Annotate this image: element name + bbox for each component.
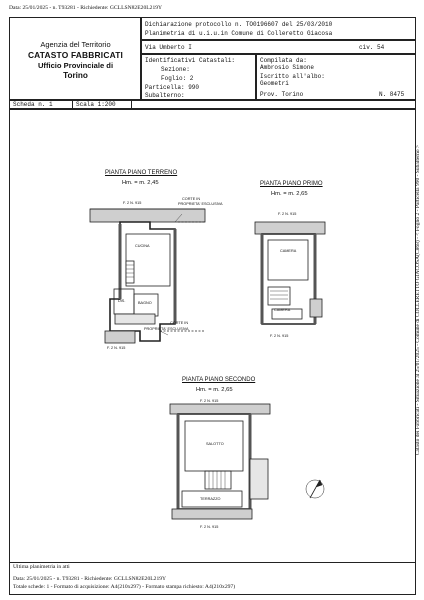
room-label-bagno: BAGNO — [138, 301, 152, 305]
scale: Scala 1:200 — [76, 101, 116, 108]
room-label-salotto: SALOTTO — [206, 442, 224, 446]
side-catasto-note: Catasto dei Fabbricati - Situazione al 25/01/2025 - Comune di COLLERETTO GIACOSA(C868) - < Foglio 2 - Particella 990 - Subalterno > — [415, 144, 421, 456]
second-floor-height: Hm. = m. 2,65 — [196, 387, 233, 393]
agency-box — [9, 17, 142, 101]
parcel-label: F. 2 N. 915 — [107, 346, 126, 350]
footer — [9, 561, 416, 595]
identifiers-title: Identificativi Catastali: — [145, 57, 236, 64]
parcel-label: F. 2 N. 915 — [200, 525, 219, 529]
parcel-label: F. 2 N. 915 — [278, 212, 297, 216]
last-planimetry-note: Ultima planimetria in atti — [13, 564, 70, 570]
scheda-number: Scheda n. 1 — [13, 101, 53, 108]
profession: Geometri — [260, 80, 289, 87]
particella-field: Particella: 990 — [145, 84, 200, 91]
second-floor-plan — [170, 404, 270, 519]
court-label-bottom: CORTE IN — [170, 321, 189, 325]
court-label-top: CORTE IN — [182, 197, 201, 201]
second-floor-title: PIANTA PIANO SECONDO — [182, 377, 256, 383]
office-label: Ufficio Provinciale di — [37, 61, 114, 70]
street-address: Via Umberto I — [145, 44, 192, 51]
compiler-box — [255, 53, 416, 101]
declaration-text: Dichiarazione protocollo n. TO0196607 del 25/03/2010 — [145, 21, 333, 28]
room-label-camera-2: CAMERA — [274, 308, 291, 312]
ground-floor-height: Hm. = m. 2,45 — [122, 180, 159, 186]
room-label-camera: CAMERA — [280, 249, 297, 253]
footer-request-line: Data: 25/01/2025 - n. T93281 - Richiedente: GCLLSN82E20L219Y — [13, 576, 167, 582]
agency-name: Agenzia del Territorio — [40, 40, 111, 49]
planimetry-text: Planimetria di u.i.u.in Comune di Colleretto Giacosa — [145, 30, 333, 37]
court-ownership-top: PROPRIETA' ESCLUSIVA — [178, 202, 223, 206]
register-number: N. 8475 — [379, 91, 405, 98]
compiler-title: Compilata da: — [260, 57, 307, 64]
subalterno-field: Subalterno: — [145, 92, 185, 99]
floor-plan-drawing — [10, 109, 415, 562]
room-label-dis: DIS. — [118, 299, 126, 303]
request-header-line: Data: 25/01/2025 - n. T93281 - Richiedente: GCLLSN82E20L219Y — [9, 5, 163, 11]
first-floor-title: PIANTA PIANO PRIMO — [260, 181, 323, 187]
room-label-cucina: CUCINA — [135, 244, 150, 248]
foglio-field: Foglio: 2 — [161, 75, 194, 82]
office-city: Torino — [63, 71, 88, 80]
catasto-title: CATASTO FABBRICATI — [27, 50, 124, 60]
parcel-label: F. 2 N. 915 — [123, 201, 142, 205]
parcel-label: F. 2 N. 915 — [200, 399, 219, 403]
ground-floor-title: PIANTA PIANO TERRENO — [105, 170, 178, 176]
first-floor-height: Hm. = m. 2,65 — [271, 191, 308, 197]
footer-format-line: Totale schede: 1 - Formato di acquisizione: A4(210x297) - Formato stampa richiesto: A4(210x297) — [13, 584, 236, 590]
registered-label: Iscritto all'albo: — [260, 73, 325, 80]
court-ownership-bottom: PROPRIETA' ESCLUSIVA — [144, 327, 189, 331]
identifiers-box — [140, 53, 257, 101]
compiler-name: Ambrosio Simone — [260, 64, 315, 71]
declaration-box — [140, 17, 416, 41]
parcel-label: F. 2 N. 915 — [270, 334, 289, 338]
province: Prov. Torino — [260, 91, 304, 98]
civic-number: civ. 54 — [359, 44, 385, 51]
north-arrow — [306, 480, 324, 498]
room-label-terrazzo: TERRAZZO — [200, 497, 221, 501]
drawing-frame — [9, 108, 416, 563]
sezione-field: Sezione: — [161, 66, 190, 73]
